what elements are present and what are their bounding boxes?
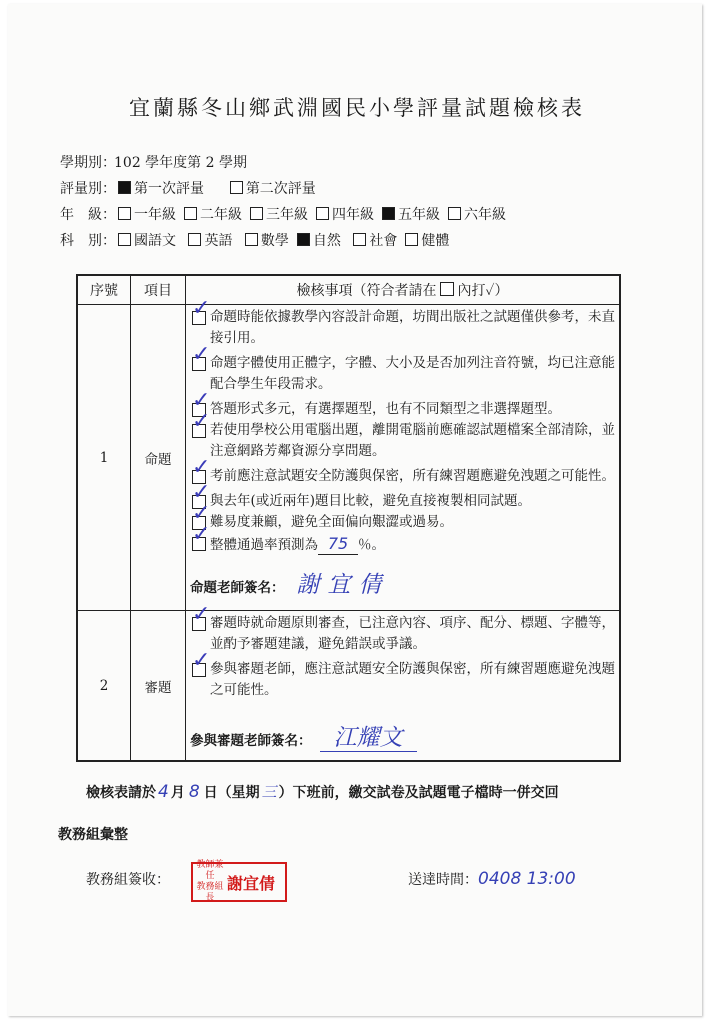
header-check	[186, 275, 621, 305]
due-month[interactable]: 4	[158, 782, 169, 802]
header-no: 序號	[77, 275, 131, 305]
check-text: 若使用學校公用電腦出題，離開電腦前應確認試題檔案全部清除，並注意網路芳鄰資源分享問題。	[210, 422, 615, 459]
submission-note	[86, 781, 559, 802]
stamp-name: 謝宜倩	[227, 873, 276, 893]
exam-line	[60, 178, 320, 198]
check-text: 答題形式多元，有選擇題型，也有不同類型之非選擇題型。	[210, 401, 561, 417]
check-item	[190, 342, 615, 395]
checkmark-icon: ✓	[192, 342, 211, 367]
header-item: 項目	[131, 275, 186, 305]
header-check-post: 內打✓）	[457, 283, 509, 299]
grade-option-label: 五年級	[398, 207, 440, 223]
exam-option-label: 第一次評量	[134, 181, 204, 197]
signature-label: 命題老師簽名：	[190, 580, 285, 596]
subject-label: 科 別：	[60, 233, 116, 249]
checkmark-icon: ✓	[192, 409, 211, 434]
footer-post: ）下班前，繳交試卷及試題電子檔時一併交回	[278, 785, 559, 801]
pass-rate-post: ％。	[358, 537, 385, 553]
grade-checkbox[interactable]	[184, 207, 197, 220]
signature-label: 參與審題老師簽名：	[190, 733, 312, 750]
check-text: 審題時就命題原則審查，已注意內容、項序、配分、標題、字體等，並酌予審題建議，避免錯誤或爭議。	[210, 615, 615, 653]
subject-option-label: 英語	[204, 233, 233, 249]
check-text: 參與審題老師，應注意試題安全防護與保密，所有練習題應避免洩題之可能性。	[210, 661, 615, 699]
grade-checkbox[interactable]	[316, 207, 329, 220]
checklist-table	[76, 274, 621, 762]
office-stamp	[191, 862, 287, 902]
row-checks	[186, 602, 621, 761]
due-day[interactable]: 8	[188, 782, 200, 802]
stamp-title-line-1: 教師兼任	[196, 860, 224, 881]
office-sign-label: 教務組簽收：	[86, 872, 170, 888]
subject-option-label: 自然	[312, 233, 341, 249]
delivery-time-value[interactable]: 0408 13:00	[478, 869, 576, 889]
pass-rate-value[interactable]: 75	[318, 533, 358, 555]
subject-checkbox[interactable]	[188, 233, 201, 246]
exam-option-label: 第二次評量	[245, 181, 316, 197]
checkmark-icon: ✓	[192, 648, 211, 674]
grade-option-label: 六年級	[464, 207, 506, 223]
subject-checkbox[interactable]	[297, 233, 310, 246]
subject-checkbox[interactable]	[353, 233, 366, 246]
checkmark-icon: ✓	[192, 522, 211, 547]
checkmark-icon: ✓	[192, 296, 211, 321]
checkmark-icon: ✓	[192, 501, 211, 526]
checkmark-icon: ✓	[192, 388, 211, 413]
delivery-time-label: 送達時間：	[408, 872, 478, 888]
row-item: 命題	[131, 305, 186, 611]
checkmark-icon: ✓	[192, 480, 211, 505]
table-header-row	[77, 275, 620, 305]
stamp-title	[195, 860, 225, 904]
check-text: 與去年(或近兩年)題目比較，避免直接複製相同試題。	[210, 493, 532, 509]
grade-checkbox[interactable]	[382, 207, 395, 220]
author-signature[interactable]: 謝宜倩	[296, 572, 390, 598]
exam-label: 評量別：	[60, 181, 116, 197]
author-signature-line	[190, 566, 615, 599]
due-weekday[interactable]: 三	[261, 783, 277, 801]
row-no: 2	[77, 611, 131, 761]
header-checkbox-icon	[440, 282, 454, 296]
row-item: 審題	[131, 611, 186, 761]
subject-checkbox[interactable]	[118, 233, 131, 246]
exam-checkbox-2[interactable]	[230, 181, 243, 194]
reviewer-signature-line	[190, 719, 615, 752]
subject-option-label: 社會	[369, 233, 398, 249]
check-text: 難易度兼顧，避免全面偏向艱澀或過易。	[210, 514, 453, 530]
check-text: 考前應注意試題安全防護與保密，所有練習題應避免洩題之可能性。	[210, 468, 615, 484]
delivery-time	[408, 869, 576, 889]
checkmark-icon: ✓	[192, 602, 211, 628]
check-item	[190, 480, 615, 512]
check-item	[190, 455, 615, 487]
header-check-pre: 檢核事項（符合者請在	[296, 283, 437, 299]
grade-line	[60, 204, 510, 224]
row-checks	[186, 296, 621, 611]
grade-checkbox[interactable]	[250, 207, 263, 220]
semester-label: 學期別：	[60, 155, 116, 171]
subject-option-label: 國語文	[134, 233, 176, 249]
stamp-title-line-2: 教務組長	[196, 882, 224, 903]
office-title: 教務組彙整	[58, 827, 128, 843]
grade-checkbox[interactable]	[118, 207, 131, 220]
subject-option-label: 數學	[260, 233, 289, 249]
grade-option-label: 四年級	[332, 207, 374, 223]
grade-option-label: 三年級	[266, 207, 308, 223]
checkmark-icon: ✓	[192, 455, 211, 480]
check-text: 命題字體使用正體字，字體、大小及是否加列注音符號，均已注意能配合學生年段需求。	[210, 355, 615, 392]
check-text: 命題時能依據教學內容設計命題，坊間出版社之試題僅供參考，未直接引用。	[210, 309, 615, 346]
semester-line	[60, 152, 247, 172]
grade-checkbox[interactable]	[448, 207, 461, 220]
check-item	[190, 602, 615, 655]
pass-rate-pre: 整體通過率預測為	[210, 537, 318, 553]
page-title: 宜蘭縣冬山鄉武淵國民小學評量試題檢核表	[129, 96, 585, 120]
grade-label: 年 級：	[60, 207, 116, 223]
subject-option-label: 健體	[421, 233, 450, 249]
check-item	[190, 648, 615, 701]
subject-checkbox[interactable]	[405, 233, 418, 246]
subject-line	[60, 230, 453, 250]
subject-checkbox[interactable]	[245, 233, 258, 246]
footer-mid2: 日（星期	[203, 785, 260, 801]
check-item	[190, 296, 615, 349]
semester-value: 102 學年度第 2 學期	[114, 155, 247, 171]
table-row	[77, 305, 620, 611]
row-no: 1	[77, 305, 131, 611]
grade-option-label: 一年級	[134, 207, 176, 223]
exam-checkbox-1[interactable]	[118, 181, 131, 194]
reviewer-signature[interactable]: 江耀文	[320, 725, 417, 752]
check-item	[190, 388, 615, 420]
grade-option-label: 二年級	[200, 207, 242, 223]
footer-pre: 檢核表請於	[86, 785, 156, 801]
footer-mid1: 月	[170, 785, 185, 801]
table-row	[77, 611, 620, 761]
